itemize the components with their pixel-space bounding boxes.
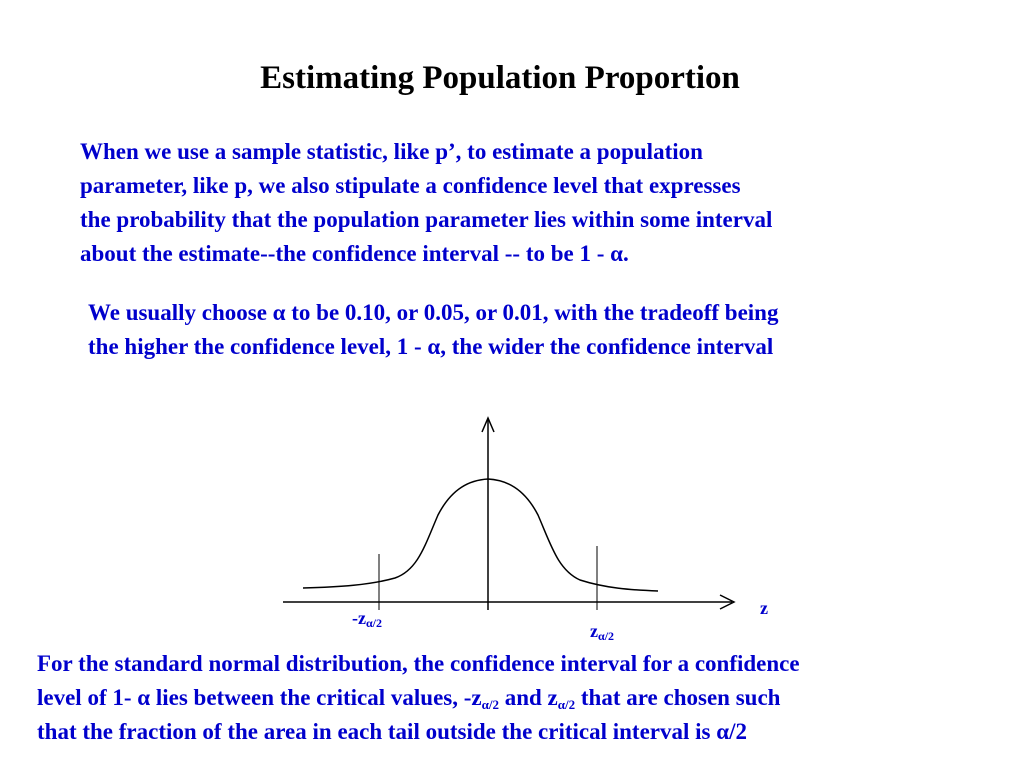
intro-line-2: parameter, like p, we also stipulate a confidence level that expresses — [80, 173, 741, 198]
conclusion-line-3: that the fraction of the area in each tail outside the critical interval is α/2 — [37, 719, 747, 744]
conclusion-line-2: level of 1- α lies between the critical values, $-z_{\alpha/2}$ and $z_{\alpha/2}$ that are chosen such — [37, 685, 781, 712]
intro-line-4: about the estimate--the confidence interval -- to be 1 - α. — [80, 241, 629, 266]
z-axis-label: z — [760, 598, 768, 618]
alpha-line-1: We usually choose α to be 0.10, or 0.05, or 0.01, with the tradeoff being — [88, 300, 779, 325]
conclusion-line-1: For the standard normal distribution, the confidence interval for a confidence — [37, 651, 800, 676]
slide-title: Estimating Population Proportion — [260, 60, 740, 96]
intro-line-3: the probability that the population parameter lies within some interval — [80, 207, 773, 232]
bell-curve — [303, 479, 658, 591]
conclusion-paragraph — [37, 647, 1022, 749]
intro-line-1: When we use a sample statistic, like p’, to estimate a population — [80, 139, 703, 164]
right-critical-label: $z_{\alpha/2}$ — [590, 621, 615, 643]
alpha-line-2: the higher the confidence level, 1 - α, the wider the confidence interval — [88, 334, 774, 359]
left-critical-label: $-z_{\alpha/2}$ — [352, 608, 383, 630]
